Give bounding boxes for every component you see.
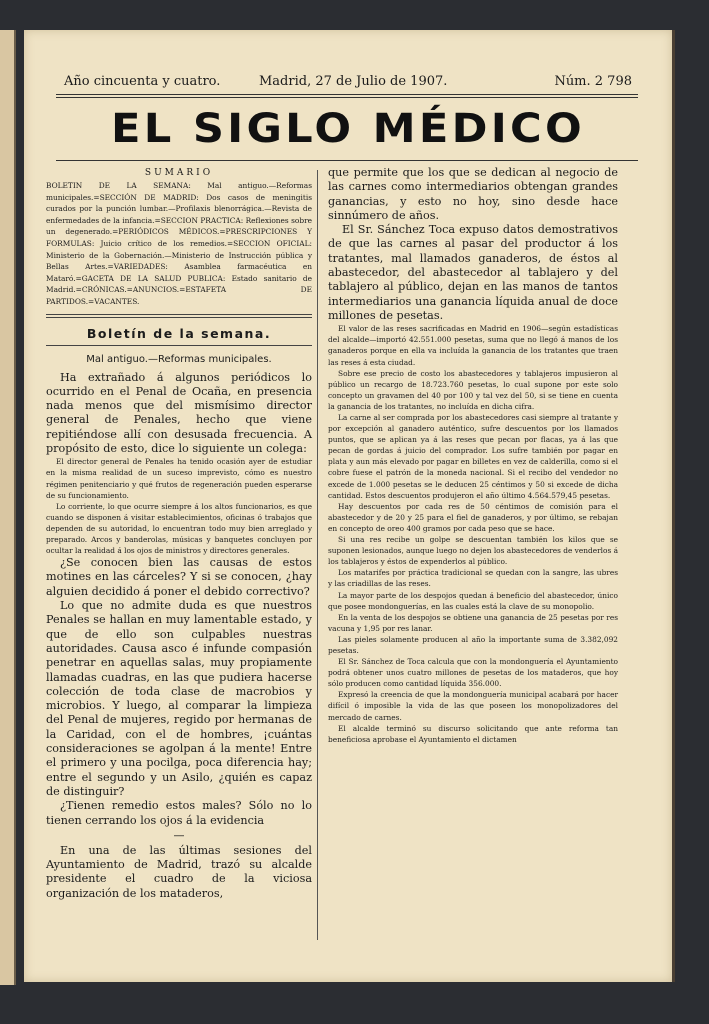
section-rule [46,345,312,346]
paragraph: ¿Se conocen bien las causas de estos motines en las cárceles? Y si se conocen, ¿hay alguien decidido á poner el debido correctivo? [46,556,312,598]
summary-rule [46,314,312,315]
summary-text: BOLETIN DE LA SEMANA: Mal antiguo.—Reformas municipales.=SECCIÓN DE MADRID: Dos casos de meningitis curados por la punción lumbar.—Profilaxis blenorrágica.—Revista de enfermedades de la infancia.=SECCION PRACTICA: Reflexiones sobre un degenerado.=PERIÓDICOS MÉDICOS.=PRESCRIPCIONES Y FORMULAS: Juicio crítico de los remedios.=SECCION OFICIAL: Ministerio de la Gobernación.—Ministerio de Instrucción pública y Bellas Artes.=VARIEDADES: Asamblea farmacéutica en Mataró.=GACETA DE LA SALUD PUBLICA: Estado sanitario de Madrid.=CRÓNICAS.=ANUNCIOS.=ESTAFETA DE PARTIDOS.=VACANTES. [46,181,312,306]
summary-rule-2 [46,317,312,318]
quote-paragraph: Lo corriente, lo que ocurre siempre á los altos funcionarios, es que cuando se disponen á visitar establecimientos, oficinas ó trabajos que dependen de su autoridad, lo encuentran todo muy bien arreglado y preparado. Arcos y banderolas, músicas y banquetes concluyen por ocultar la realidad á los ojos de ministros y directores generales. [46,501,312,556]
small-paragraph: Expresó la creencia de que la mondonguería municipal acabará por hacer difícil ó imposible la vida de las que poseen los monopolizadores del mercado de carnes. [328,690,618,722]
right-column [328,166,618,745]
newspaper-page [24,30,675,982]
small-paragraph: Si una res recibe un golpe se descuentan también los kilos que se suponen lesionados, aunque luego no dejen los abastecedores de venderlos á los tablajeros y éstos de expenderlos al público. [328,535,618,567]
section-dash: — [173,828,185,842]
small-paragraph: En la venta de los despojos se obtiene una ganancia de 25 pesetas por res vacuna y 1,95 por res lanar. [328,612,618,633]
paragraph: En una de las últimas sesiones del Ayuntamiento de Madrid, trazó su alcalde presidente el cuadro de la viciosa organización de los mataderos, [46,843,312,900]
issue-date: Madrid, 27 de Julio de 1907. [259,74,448,89]
left-column [46,168,312,901]
paragraph: Lo que no admite duda es que nuestros Penales se hallan en muy lamentable estado, y que de ello son culpables nuestras autoridades. Causa asco é infunde compasión penetrar en aquellas salas, muy propiamente llamadas cuadras, en las que pudiera hacerse colección de toda clase de macrobios y microbios. Y luego, al comparar la limpieza del Penal de mujeres, regido por hermanas de la Caridad, con el de hombres, ¡cuántas consideraciones se agolpan á la mente! Entre el primero y una pocilga, poca diferencia hay; entre el segundo y un Asilo, ¿quién es capaz de distinguir? [46,599,312,798]
article-subtitle: Mal antiguo.—Reformas municipales. [86,353,272,365]
issue-number: Núm. 2 798 [554,74,632,89]
small-paragraph: Las pieles solamente producen al año la importante suma de 3.382,092 pesetas. [328,634,618,655]
small-paragraph: La mayor parte de los despojos quedan á beneficio del abastecedor, único que posee mondonguerías, en las cuales está la clave de su monopolio. [328,590,618,611]
masthead-title: EL SIGLO MÉDICO [111,106,585,152]
paragraph: que permite que los que se dedican al negocio de las carnes como intermediarios obtengan grandes ganancias, y esto no hoy, sino desde hace sinnúmero de años. [328,166,618,222]
small-paragraph: La carne al ser comprada por los abastecedores casi siempre al tratante y por excepción al ganadero auténtico, sufre descuentos por los llamados puntos, que se aplican ya á las reses que pecan por flacas, ya á las que pecan de gordas á juicio del comprador. Los sufre también por pagar en plata y aun más elevado por pagar en billetes en vez de calderilla, como si el cobre fuese el patrón de la moneda nacional. Si el recibo del vendedor no excede de 1.000 pesetas se le deducen 25 céntimos y 50 si excede de dicha cantidad. Estos descuentos produjeron el año último 4.564.579,45 pesetas. [328,413,618,500]
page-header [64,74,632,92]
previous-page-edge [0,30,16,985]
quote-paragraph: El director general de Penales ha tenido ocasión ayer de estudiar en la misma realidad de un suceso imprevisto, cómo es nuestro régimen penitenciario y qué frutos de regeneración pueden esperarse de su funcionamiento. [46,457,312,500]
paragraph: El Sr. Sánchez Toca expuso datos demostrativos de que las carnes al pasar del productor á los tratantes, mal llamados ganaderos, de éstos al abastecedor, del abastecedor al tablajero y del tablajero al público, dejan en las manos de tantos intermediarios una ganancia líquida anual de doce millones de pesetas. [328,223,618,322]
section-title: Boletín de la semana. [86,325,272,341]
small-paragraph: Sobre ese precio de costo los abastecedores y tablajeros impusieron al público un recargo de 18.723.760 pesetas, lo cual supone por este solo concepto un gravamen del 40 por 100 y tal vez del 50, si se tiene en cuenta la ganancia de los tratantes, no incluída en dicha cifra. [328,368,618,411]
volume-year: Año cincuenta y cuatro. [64,74,221,89]
small-paragraph: El Sr. Sánchez de Toca calcula que con la mondonguería el Ayuntamiento podrá obtener unos cuatro millones de pesetas de los mataderos, que hoy sólo producen como cantidad líquida 356.000. [328,657,618,689]
paragraph: Ha extrañado á algunos periódicos lo ocurrido en el Penal de Ocaña, en presencia nada menos que del mismísimo director general de Penales, hecho que viene repitiéndose allí con desusada frecuencia. A propósito de esto, dice lo siguiente un colega: [46,370,312,456]
summary-title: SUMARIO [144,168,214,178]
column-divider [317,170,318,940]
paragraph: ¿Tienen remedio estos males? Sólo no lo tienen cerrando los ojos á la evidencia [46,799,312,827]
small-paragraph: Hay descuentos por cada res de 50 céntimos de comisión para el abastecedor y de 20 y 25 para el fiel de ganaderos, y por último, se rebajan en concepto de oreo 400 gramos por cada peso que se hace. [328,501,618,533]
small-paragraph: El alcalde terminó su discurso solicitando que ante reforma tan beneficiosa aprobase el Ayuntamiento el dictamen [328,723,618,744]
small-paragraph: Los matarifes por práctica tradicional se quedan con la sangre, las ubres y las criadillas de las reses. [328,568,618,589]
small-paragraph: El valor de las reses sacrificadas en Madrid en 1906—según estadísticas del alcalde—importó 42.551.000 pesetas, suma que no llegó á manos de los ganaderos porque en ella va incluída la ganancia de los tratantes que traen las reses á esta ciudad. [328,324,618,367]
masthead-rule [56,160,638,161]
header-rule [56,94,638,98]
